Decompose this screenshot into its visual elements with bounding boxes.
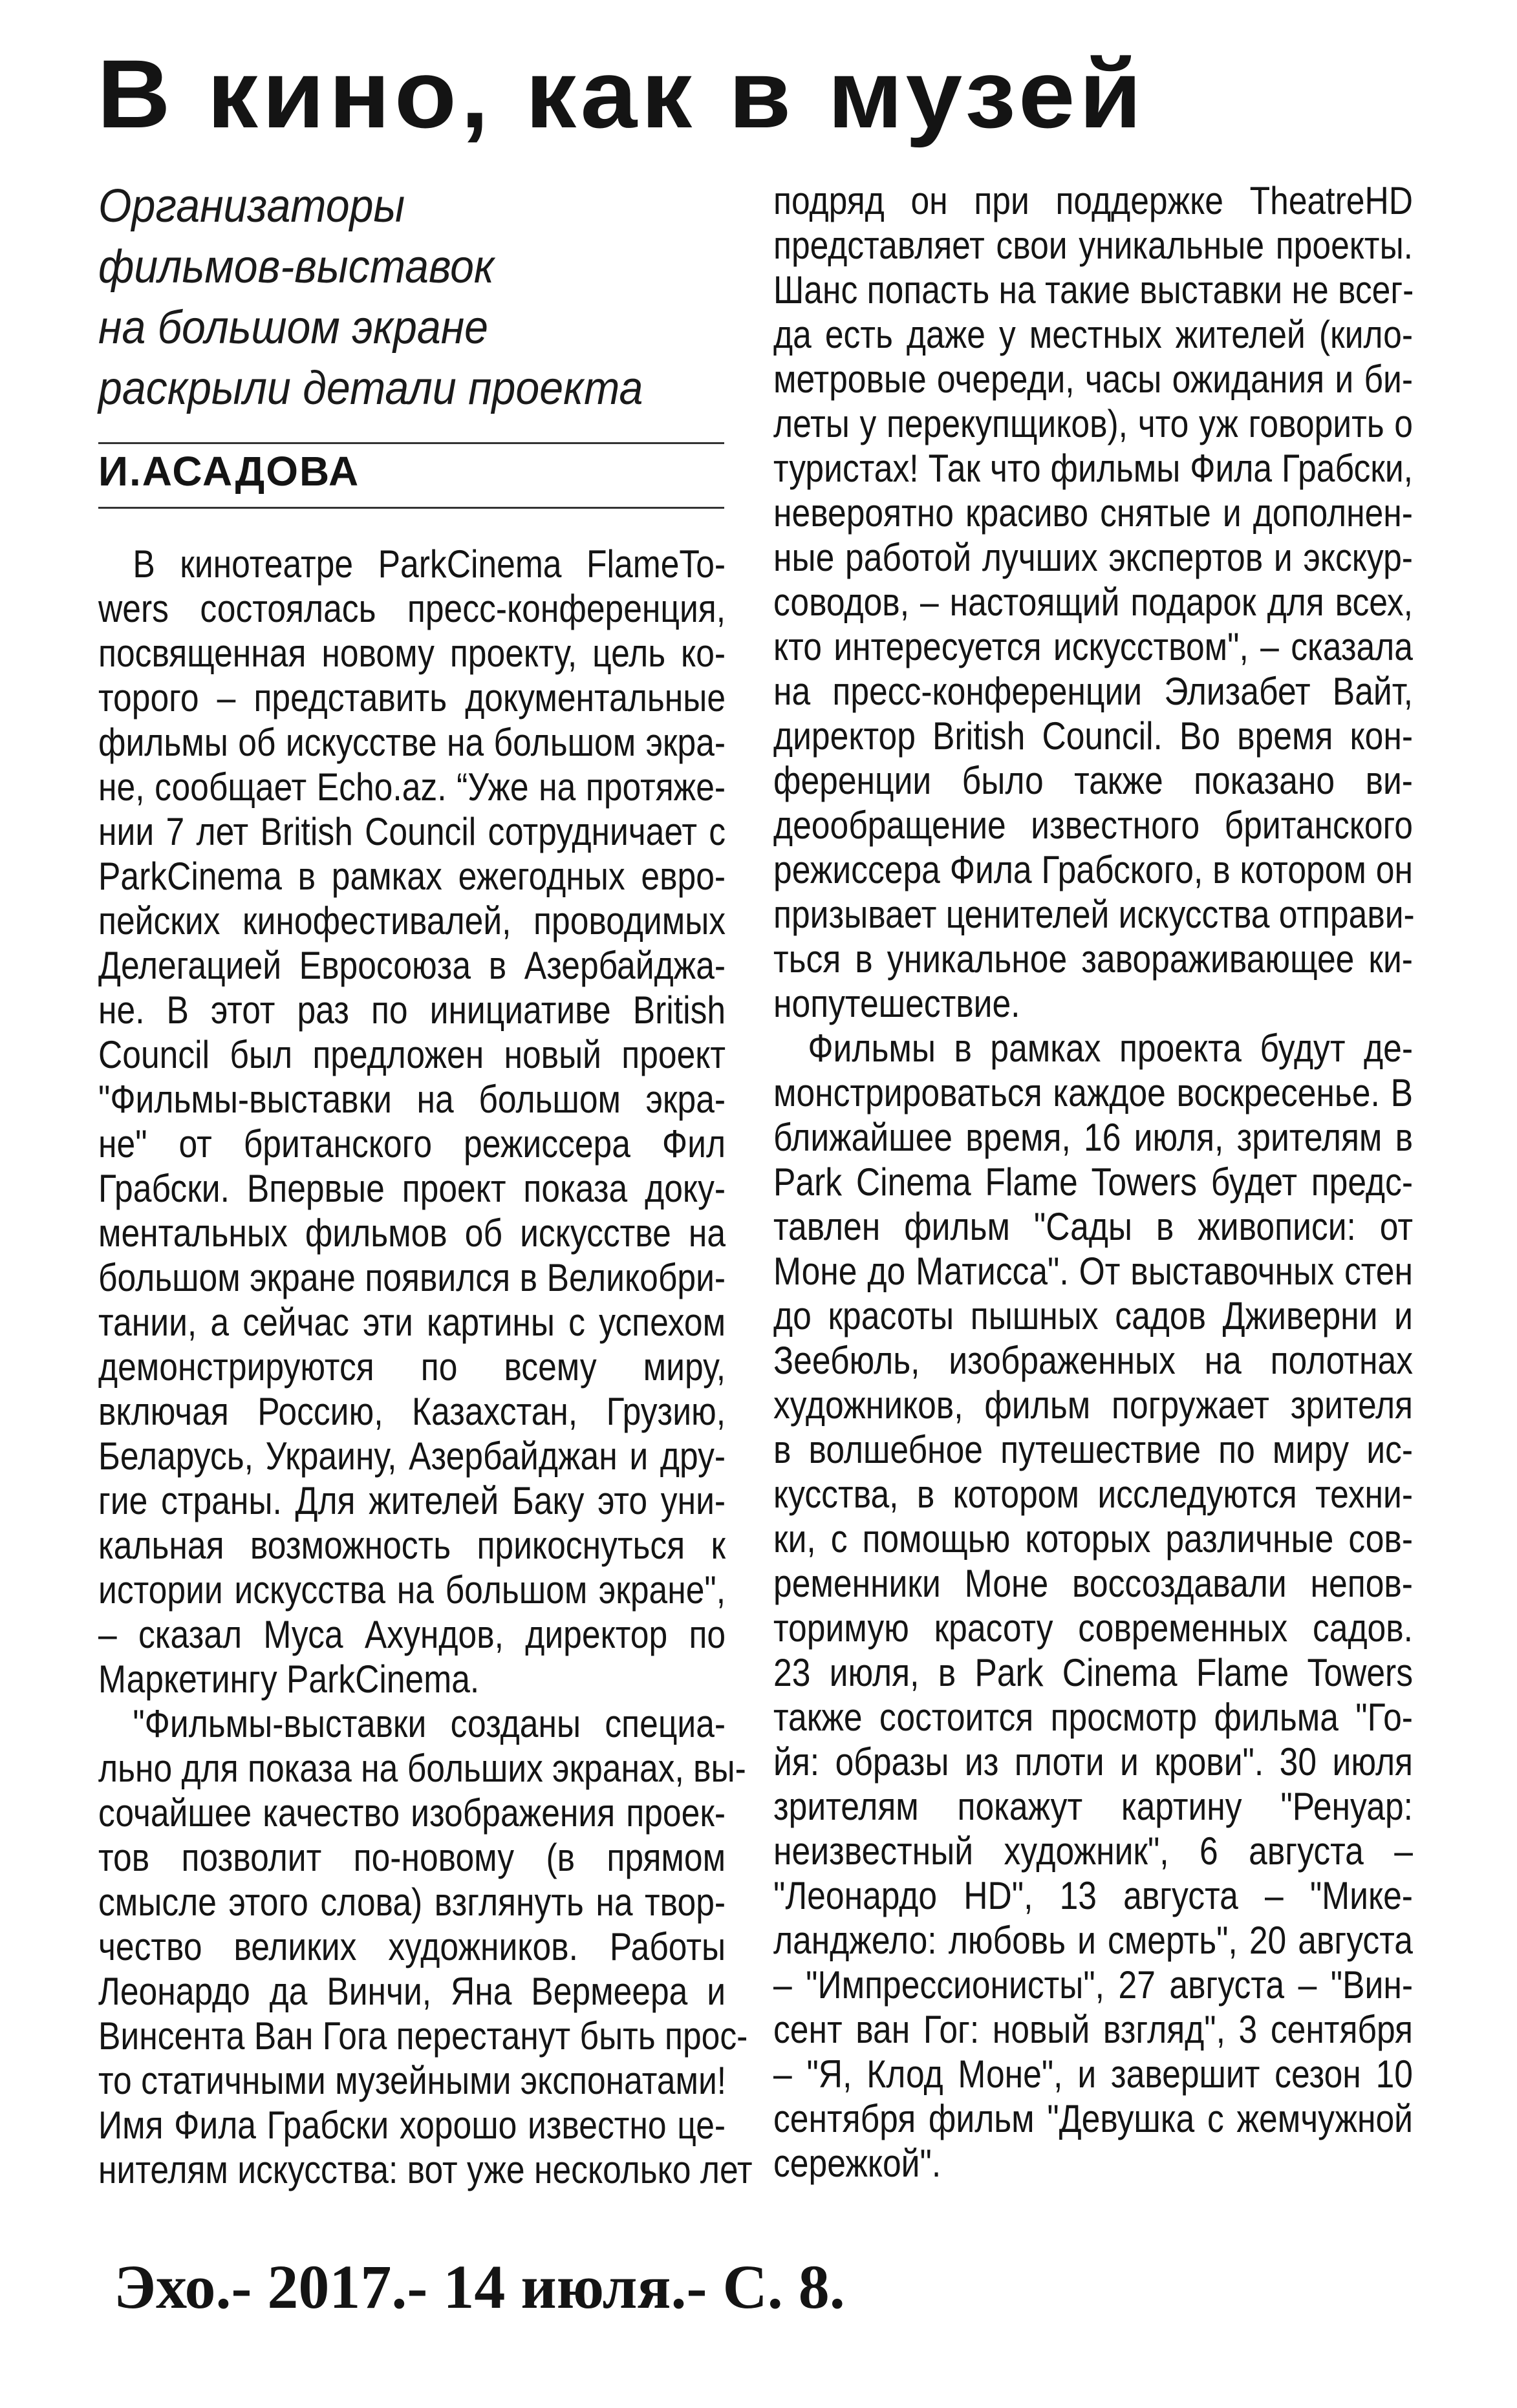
- text-line: Маркетингу ParkCinema.: [98, 1657, 480, 1701]
- text-line: "Леонардо HD", 13 августа – "Мике-: [773, 1874, 1413, 1917]
- text-line: в волшебное путешествие по миру ис-: [773, 1428, 1413, 1471]
- subtitle-line: на большом экране: [98, 302, 488, 354]
- text-line: посвященная новому проекту, цель ко-: [98, 632, 726, 675]
- text-line: Park Cinema Flame Towers будет предс-: [773, 1160, 1413, 1204]
- text-line: большом экране появился в Великобри-: [98, 1256, 726, 1299]
- text-line: сережкой".: [773, 2142, 941, 2185]
- text-line: включая Россию, Казахстан, Грузию,: [98, 1390, 726, 1433]
- text-line: торого – представить документальные: [98, 676, 726, 719]
- text-line: льно для показа на больших экранах, вы-: [98, 1747, 746, 1790]
- text-line: В кинотеатре ParkCinema FlameTo-: [133, 542, 726, 586]
- text-line: также состоится просмотр фильма "Го-: [773, 1696, 1413, 1739]
- text-line: пейских кинофестивалей, проводимых: [98, 899, 726, 943]
- text-line: йя: образы из плоти и крови". 30 июля: [773, 1740, 1413, 1784]
- text-line: Council был предложен новый проект: [98, 1033, 726, 1076]
- text-line: Леонардо да Винчи, Яна Вермеера и: [98, 1970, 726, 2013]
- subtitle-line: раскрыли детали проекта: [98, 363, 643, 414]
- subtitle-line: фильмов-выставок: [98, 241, 495, 293]
- text-line: монстрироваться каждое воскресенье. В: [773, 1071, 1413, 1114]
- text-line: – "Импрессионисты", 27 августа – "Вин-: [773, 1963, 1413, 2007]
- divider: [98, 442, 724, 444]
- text-line: торимую красоту современных садов.: [773, 1606, 1413, 1650]
- article-title: В кино, как в музей: [97, 39, 1146, 148]
- text-line: нителям искусства: вот уже несколько лет: [98, 2148, 753, 2191]
- text-line: истории искусства на большом экране",: [98, 1568, 726, 1612]
- text-line: то статичными музейными экспонатами!: [98, 2059, 727, 2102]
- text-line: Беларусь, Украину, Азербайджан и дру-: [98, 1434, 726, 1478]
- text-line: кальная возможность прикоснуться к: [98, 1524, 726, 1567]
- text-line: зрителям покажут картину "Ренуар:: [773, 1785, 1413, 1828]
- text-line: кто интересуется искусством", – сказала: [773, 625, 1413, 668]
- right-column: [773, 178, 1413, 2186]
- text-line: Винсента Ван Гога перестанут быть прос-: [98, 2014, 748, 2058]
- text-line: не" от британского режиссера Фил: [98, 1122, 726, 1166]
- text-line: "Фильмы-выставки созданы специа-: [133, 1702, 726, 1745]
- text-line: деообращение известного британского: [773, 804, 1413, 847]
- text-line: сентября фильм "Девушка с жемчужной: [773, 2097, 1413, 2140]
- text-line: гие страны. Для жителей Баку это уни-: [98, 1479, 726, 1522]
- text-line: леты у перекупщиков), что уж говорить о: [773, 402, 1413, 445]
- text-line: Моне до Матисса". От выставочных стен: [773, 1250, 1413, 1293]
- subtitle-line: Организаторы: [98, 180, 405, 232]
- text-line: призывает ценителей искусства отправи-: [773, 893, 1415, 936]
- divider: [98, 507, 724, 509]
- text-line: Имя Фила Грабски хорошо известно це-: [98, 2104, 726, 2147]
- text-line: тавлен фильм "Сады в живописи: от: [773, 1205, 1413, 1248]
- text-line: сочайшее качество изображения проек-: [98, 1791, 726, 1835]
- text-line: художников, фильм погружает зрителя: [773, 1383, 1413, 1427]
- text-line: ки, с помощью которых различные сов-: [773, 1517, 1413, 1561]
- text-line: Фильмы в рамках проекта будут де-: [808, 1027, 1413, 1070]
- text-line: до красоты пышных садов Дживерни и: [773, 1294, 1413, 1337]
- author-byline: И.АСАДОВА: [98, 448, 360, 495]
- text-line: – сказал Муса Ахундов, директор по: [98, 1613, 726, 1656]
- text-line: неизвестный художник", 6 августа –: [773, 1829, 1413, 1873]
- text-line: Шанс попасть на такие выставки не всег-: [773, 268, 1414, 312]
- text-line: не. В этот раз по инициативе British: [98, 988, 726, 1032]
- text-line: кусства, в котором исследуются техни-: [773, 1473, 1413, 1516]
- text-line: чество великих художников. Работы: [98, 1925, 726, 1968]
- text-line: ться в уникальное завораживающее ки-: [773, 937, 1413, 981]
- text-line: Зеебюль, изображенных на полотнах: [773, 1339, 1413, 1382]
- text-line: подряд он при поддержке TheatreHD: [773, 179, 1413, 222]
- text-line: ParkCinema в рамках ежегодных евро-: [98, 855, 726, 898]
- text-line: да есть даже у местных жителей (кило-: [773, 313, 1413, 356]
- text-line: Грабски. Впервые проект показа доку-: [98, 1167, 726, 1210]
- text-line: – "Я, Клод Моне", и завершит сезон 10: [773, 2052, 1413, 2096]
- text-line: ременники Моне воссоздавали непов-: [773, 1562, 1413, 1605]
- text-line: представляет свои уникальные проекты.: [773, 224, 1413, 267]
- text-line: директор British Council. Во время кон-: [773, 714, 1413, 758]
- text-line: wers состоялась пресс-конференция,: [98, 587, 726, 630]
- text-line: тов позволит по-новому (в прямом: [98, 1836, 726, 1879]
- text-line: нии 7 лет British Council сотрудничает с: [98, 810, 726, 853]
- source-citation: Эхо.- 2017.- 14 июля.- С. 8.: [114, 2252, 845, 2321]
- text-line: ные работой лучших экспертов и экскур-: [773, 536, 1413, 579]
- text-line: ланджело: любовь и смерть", 20 августа: [773, 1919, 1413, 1962]
- text-line: Делегацией Евросоюза в Азербайджа-: [98, 944, 726, 987]
- text-line: режиссера Фила Грабского, в котором он: [773, 848, 1413, 891]
- text-line: фильмы об искусстве на большом экра-: [98, 721, 726, 764]
- text-line: сент ван Гог: новый взгляд", 3 сентября: [773, 2008, 1413, 2051]
- text-line: нопутешествие.: [773, 982, 1020, 1025]
- text-line: ближайшее время, 16 июля, зрителям в: [773, 1116, 1413, 1159]
- text-line: метровые очереди, часы ожидания и би-: [773, 357, 1413, 401]
- text-line: туристах! Так что фильмы Фила Грабски,: [773, 447, 1413, 490]
- text-line: соводов, – настоящий подарок для всех,: [773, 581, 1413, 624]
- text-line: ференции было также показано ви-: [773, 759, 1413, 802]
- text-line: невероятно красиво снятые и дополнен-: [773, 491, 1413, 535]
- text-line: тании, а сейчас эти картины с успехом: [98, 1301, 726, 1344]
- text-line: "Фильмы-выставки на большом экра-: [98, 1078, 726, 1121]
- text-line: смысле этого слова) взглянуть на твор-: [98, 1881, 726, 1924]
- text-line: не, сообщает Echo.az. “Уже на протяже-: [98, 765, 726, 809]
- text-line: на пресс-конференции Элизабет Вайт,: [773, 670, 1413, 713]
- text-line: ментальных фильмов об искусстве на: [98, 1211, 726, 1255]
- article-subtitle: [98, 176, 643, 419]
- text-line: демонстрируются по всему миру,: [98, 1345, 726, 1389]
- left-column: [98, 542, 753, 2192]
- text-line: 23 июля, в Park Cinema Flame Towers: [773, 1651, 1413, 1694]
